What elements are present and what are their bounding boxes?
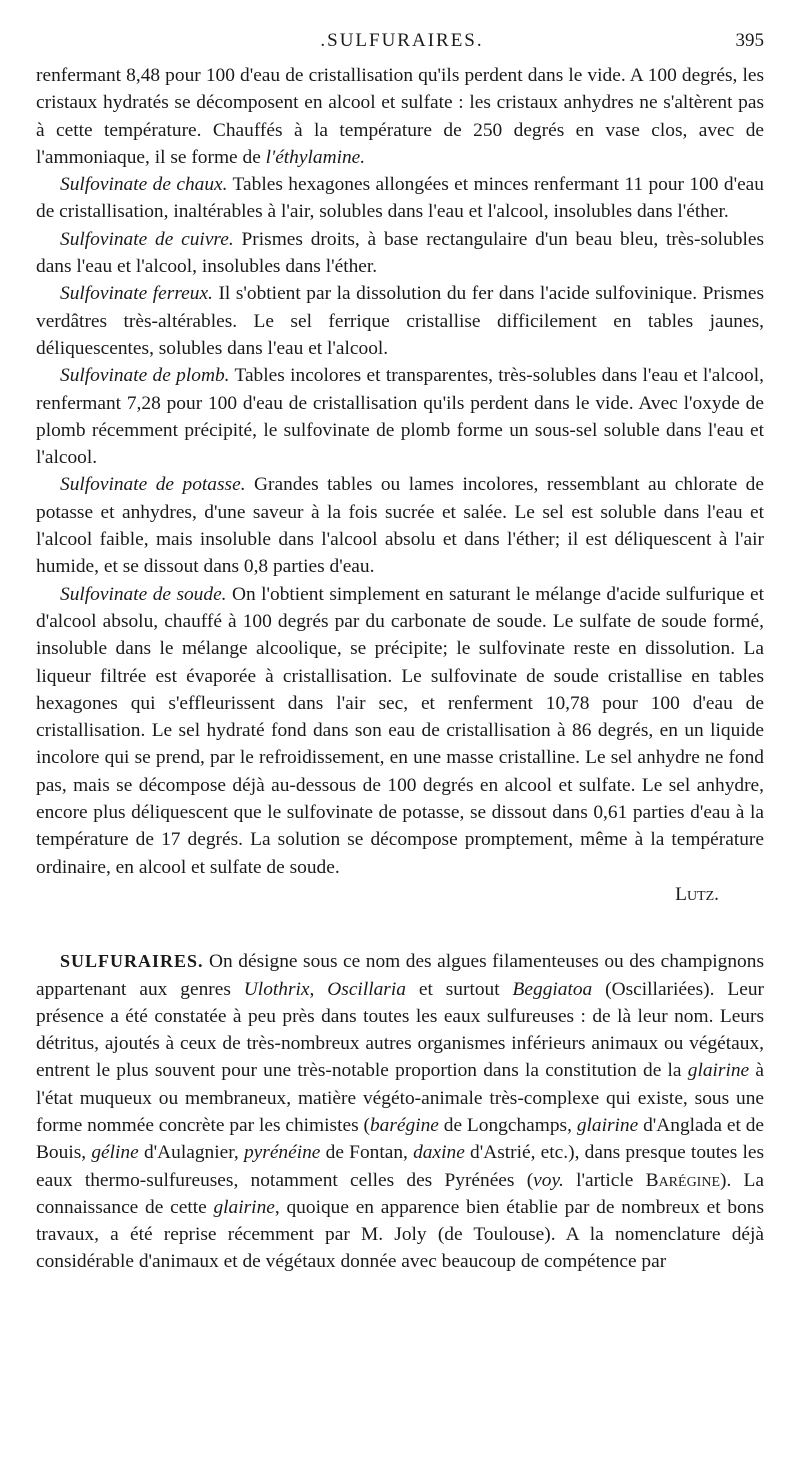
paragraph-continuation: renfermant 8,48 pour 100 d'eau de cristallisation qu'ils perdent dans le vide. A 100 degrés, les cristaux hydratés se décomposent en alcool et sulfate : les cristaux anhydres ne s'altèrent pas à cette température. Chauffés à la température de 250 degrés en vase clos, avec de l'ammoniaque, il se forme de l'éthylamine. — [36, 65, 764, 168]
term: Sulfovinate de potasse. — [60, 474, 246, 496]
headword: SULFURAIRES. — [60, 951, 204, 972]
term: Sulfovinate de cuivre. — [60, 228, 234, 250]
body-text — [36, 62, 764, 1276]
page-header — [40, 30, 764, 58]
paragraph-sulfovinate-ferreux: Sulfovinate ferreux. Il s'obtient par la dissolution du fer dans l'acide sulfovinique. Prismes verdâtres très-altérables. Le sel ferrique cristallise difficilement en tables jaunes, déliquescentes, solubles dans l'eau et l'alcool. — [36, 283, 765, 359]
paragraph-sulfovinate-plomb: Sulfovinate de plomb. Tables incolores et transparentes, très-solubles dans l'eau et l'alcool, renfermant 7,28 pour 100 d'eau de cristallisation qu'ils perdent dans le vide. Avec l'oxyde de plomb récemment précipité, le sulfovinate de plomb forme un sous-sel soluble dans l'eau et l'alcool. — [36, 365, 764, 469]
section-gap — [36, 908, 764, 948]
paragraph-sulfovinate-soude: Sulfovinate de soude. On l'obtient simplement en saturant le mélange d'acide sulfurique et d'alcool absolu, chauffé à 100 degrés par du carbonate de soude. Le sulfate de soude formé, insoluble dans le mélange alcoolique, se précipite; le sulfovinate reste en dissolution. La liqueur filtrée est évaporée à cristallisation. Le sulfovinate de soude cristallise en tables hexagones qui s'effleurissent dans l'air sec, et renferment 10,78 pour 100 d'eau de cristallisation. Le sel hydraté fond dans son eau de cristallisation à 86 degrés, en un liquide incolore qui se prend, par le refroidissement, en une masse cristalline. Le sel anhydre ne fond pas, mais se décompose déjà au-dessous de 100 degrés en alcool et sulfate. Le sel anhydre, encore plus déliquescent que le sulfovinate de potasse, se dissout dans 0,61 parties d'eau à la température de 17 degrés. La solution se décompose promptement, même à la température ordinaire, en alcool et sulfate de soude. — [36, 583, 764, 878]
paragraph-sulfovinate-potasse: Sulfovinate de potasse. Grandes tables ou lames incolores, ressemblant au chlorate de potasse et anhydres, d'une saveur à la fois sucrée et salée. Le sel est soluble dans l'eau et l'alcool faible, mais insoluble dans l'alcool absolu et dans l'éther; il est déliquescent à l'air humide, et se dissout dans 0,8 parties d'eau. — [36, 474, 764, 578]
cross-reference: Barégine — [645, 1169, 721, 1191]
paragraph-sulfovinate-chaux: Sulfovinate de chaux. Tables hexagones allongées et minces renfermant 11 pour 100 d'eau de cristallisation, inaltérables à l'air, solubles dans l'eau et l'alcool, insolubles dans l'éther. — [36, 174, 764, 223]
term: Sulfovinate de chaux. — [60, 174, 228, 196]
term: Sulfovinate ferreux. — [60, 283, 213, 305]
running-title: .SULFURAIRES. — [320, 30, 484, 51]
term: Sulfovinate de plomb. — [60, 365, 230, 387]
term: Sulfovinate de soude. — [60, 583, 227, 605]
paragraph-sulfovinate-cuivre: Sulfovinate de cuivre. Prismes droits, à base rectangulaire d'un beau bleu, très-solubles dans l'eau et l'alcool, insolubles dans l'éther. — [36, 228, 764, 278]
author-signature: Lutz. — [675, 883, 719, 905]
paragraph-sulfuraires-entry: SULFURAIRES. On désigne sous ce nom des algues filamenteuses ou des champignons appartenant aux genres Ulothrix, Oscillaria et surtout Beggiatoa (Oscillariées). Leur présence a été constatée à peu près dans toutes les eaux sulfureuses : de là leur nom. Leurs détritus, ajoutés à ceux de très-nombreux autres organismes inférieurs animaux ou végétaux, entrent le plus souvent pour une très-notable proportion dans la constitution de la glairine à l'état muqueux ou membraneux, matière végéto-animale très-complexe qui existe, sous une forme nommée concrète par les chimistes (barégine de Longchamps, glairine d'Anglada et de Bouis, géline d'Aulagnier, pyrénéine de Fontan, daxine d'Astrié, etc.), dans presque toutes les eaux thermo-sulfureuses, notamment celles des Pyrénées (voy. l'article Barégine). La connaissance de cette glairine, quoique en apparence bien établie par de nombreux et bons travaux, a été reprise récemment par M. Joly (de Toulouse). A la nomenclature déjà considérable d'animaux et de végétaux donnée avec beaucoup de compétence par — [36, 951, 765, 1273]
page-number: 395 — [735, 30, 764, 51]
